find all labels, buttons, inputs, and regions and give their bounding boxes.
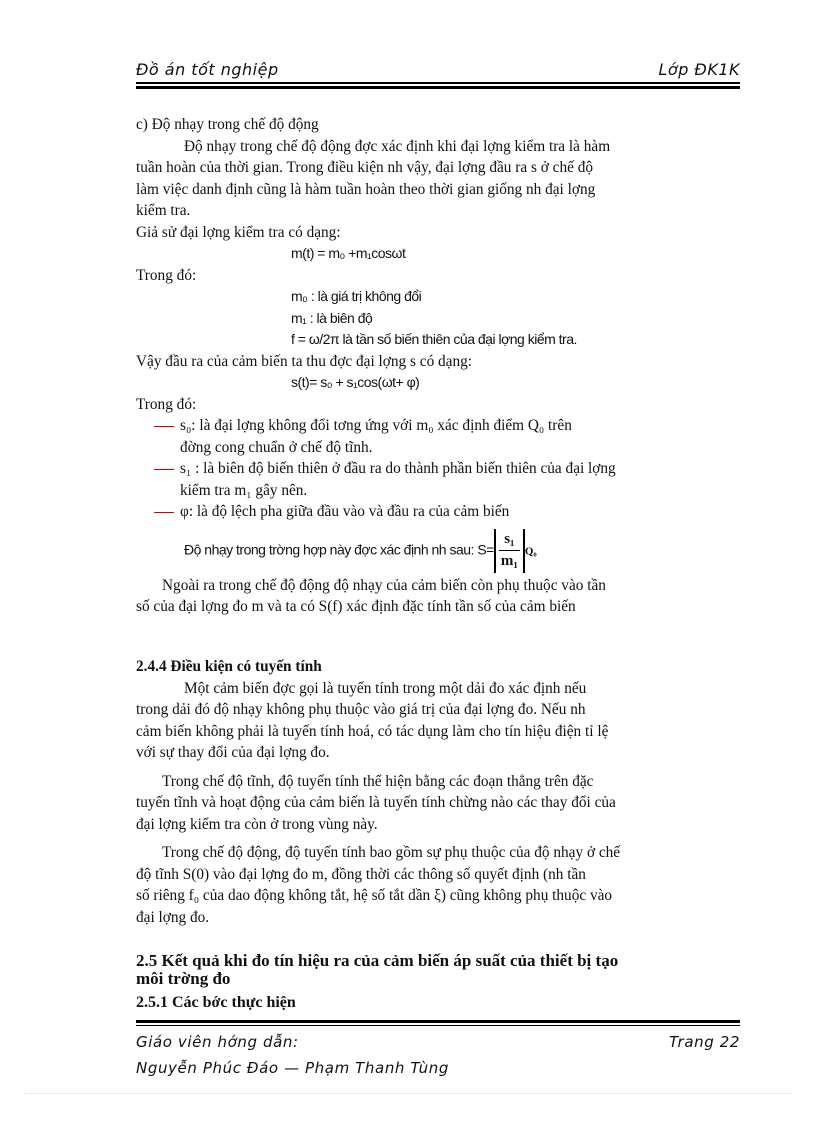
para1-line: tuần hoàn của thời gian. Trong điều kiện nh vậy, đại lợng đầu ra s ở chế độ bbox=[136, 159, 594, 176]
fraction-denominator: m₁ bbox=[500, 553, 518, 569]
header-right: Lớp ĐK1K bbox=[658, 60, 740, 79]
para1-line: kiểm tra. bbox=[136, 202, 191, 219]
section-244-heading: 2.4.4 Điều kiện có tuyến tính bbox=[136, 658, 322, 675]
dash-icon bbox=[154, 512, 174, 513]
sensitivity-fraction bbox=[494, 529, 525, 573]
p1-line: trong dải đó độ nhạy không phụ thuộc vào giá trị của đại lợng đo. Nếu nh bbox=[136, 701, 586, 718]
section-244 bbox=[136, 656, 740, 928]
p3-line: Trong chế độ động, độ tuyến tính bao gồm sự phụ thuộc của độ nhạy ở chế bbox=[162, 844, 621, 861]
p2-line: đại lợng kiểm tra còn ở trong vùng này. bbox=[136, 815, 378, 833]
section-c-heading: c) Độ nhạy trong chế độ động bbox=[136, 116, 319, 133]
section-25-heading-cont: môi trờng đo bbox=[136, 969, 231, 988]
page-number: Trang 22 bbox=[668, 1033, 740, 1051]
para2-line: số của đại lợng đo m và ta có S(f) xác định đặc tính tần số của cảm biến bbox=[136, 598, 576, 615]
bullet-s1 bbox=[136, 458, 740, 480]
section-c bbox=[136, 114, 740, 618]
bullet-s0 bbox=[136, 415, 740, 437]
m1-definition: m₁ : là biên độ bbox=[291, 309, 373, 326]
page-edge-dotted-line bbox=[24, 1093, 792, 1094]
output-line: Vậy đầu ra của cảm biến ta thu đợc đại lợng s có dạng: bbox=[136, 352, 473, 370]
sensitivity-formula bbox=[136, 529, 740, 569]
p1-line: với sự thay đổi của đại lợng đo. bbox=[136, 744, 330, 761]
sensitivity-text: Độ nhạy trong trờng hợp này đợc xác định nh sau: S= bbox=[184, 541, 494, 558]
header-rule-thin bbox=[136, 82, 740, 84]
formula-m: m(t) = m₀ +m₁cosωt bbox=[291, 245, 406, 261]
p1-line: Một cảm biến đợc gọi là tuyến tính trong một dải đo xác định nếu bbox=[184, 679, 587, 697]
p2-line: tuyến tĩnh và hoạt động của cảm biến là tuyến tính chừng nào các thay đổi của bbox=[136, 794, 616, 811]
author-names: Nguyễn Phúc Đáo — Phạm Thanh Tùng bbox=[136, 1059, 449, 1077]
para2-line: Ngoài ra trong chế độ động độ nhạy của cảm biến còn phụ thuộc vào tần bbox=[162, 576, 606, 594]
para1-line: làm việc danh định cũng là hàm tuần hoàn theo thời gian giống nh đại lợng bbox=[136, 180, 596, 198]
m0-definition: m₀ : là giá trị không đổi bbox=[291, 288, 422, 304]
footer-rule-thin bbox=[136, 1025, 740, 1026]
p2-line: Trong chế độ tĩnh, độ tuyến tính thể hiện bằng các đoạn thẳng trên đặc bbox=[162, 772, 594, 790]
f-definition: f = ω/2π là tần số biến thiên của đại lợng kiểm tra. bbox=[291, 331, 577, 347]
p1-line: cảm biến không phải là tuyến tính hoá, có tác dụng làm cho tín hiệu điện tỉ lệ bbox=[136, 722, 609, 740]
section-25 bbox=[136, 952, 740, 1012]
p3-line: độ tĩnh S(0) vào đại lợng đo m, đồng thời các thông số quyết định (nh tần bbox=[136, 865, 586, 883]
dash-icon bbox=[154, 469, 174, 470]
where-label: Trong đó: bbox=[136, 395, 197, 413]
fraction-subscript: Q₀ bbox=[524, 545, 537, 558]
header-rule-thick bbox=[136, 86, 740, 89]
footer-rule-thick bbox=[136, 1020, 740, 1023]
bullet-text: đờng cong chuẩn ở chế độ tĩnh. bbox=[180, 438, 373, 456]
assume-line: Giả sử đại lợng kiểm tra có dạng: bbox=[136, 223, 341, 241]
bullet-text: s₁ : là biên độ biến thiên ở đầu ra do thành phần biến thiên của đại lợng bbox=[180, 460, 616, 477]
bullet-text: s₀: là đại lợng không đổi tơng ứng với m₀ xác định điểm Q₀ trên bbox=[180, 417, 572, 434]
dash-icon bbox=[154, 426, 174, 427]
bullet-text: φ: là độ lệch pha giữa đầu vào và đầu ra của cảm biến bbox=[180, 503, 510, 520]
where-label: Trong đó: bbox=[136, 266, 197, 284]
fraction-numerator: s₁ bbox=[499, 529, 520, 552]
section-25-heading: 2.5 Kết quả khi đo tín hiệu ra của cảm biến áp suất của thiết bị tạo bbox=[136, 951, 619, 970]
p3-line: đại lợng đo. bbox=[136, 908, 210, 926]
header-left: Đồ án tốt nghiệp bbox=[136, 60, 279, 79]
section-251-heading: 2.5.1 Các bớc thực hiện bbox=[136, 994, 296, 1011]
bullet-text: kiểm tra m₁ gây nên. bbox=[180, 481, 308, 499]
formula-s: s(t)= s₀ + s₁cos(ωt+ φ) bbox=[291, 374, 420, 390]
para1-line: Độ nhạy trong chế độ động đợc xác định khi đại lợng kiểm tra là hàm bbox=[184, 137, 611, 155]
advisor-label: Giáo viên hớng dẫn: bbox=[136, 1033, 299, 1051]
p3-line: số riêng f₀ của dao động không tắt, hệ số tắt dần ξ) cũng không phụ thuộc vào bbox=[136, 887, 613, 904]
bullet-phi bbox=[136, 501, 740, 523]
